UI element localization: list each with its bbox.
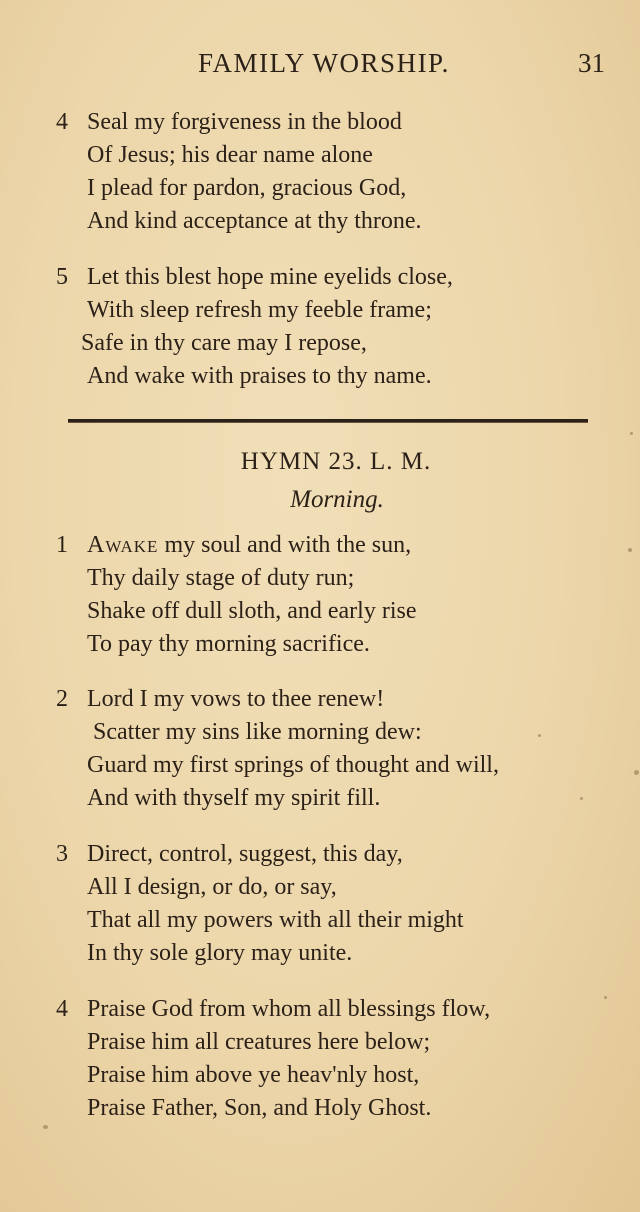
running-head: FAMILY WORSHIP. [198, 48, 450, 78]
verse-line [56, 139, 616, 172]
stanza-number: 5 [56, 264, 68, 290]
verse-line [56, 360, 616, 393]
line-text: Praise him all creatures here below; [87, 1029, 431, 1055]
line-text: Scatter my sins like morning dew: [93, 719, 422, 745]
line-text [87, 529, 411, 562]
stanza-number: 3 [56, 841, 68, 867]
line-text: Let this blest hope mine eyelids close, [87, 264, 453, 290]
hymn-stanza-3 [56, 838, 616, 970]
paper-speck [604, 996, 607, 999]
verse-line [56, 749, 616, 782]
verse-line [56, 1026, 616, 1059]
verse-line [56, 1092, 616, 1125]
line-text: Guard my first springs of thought and will, [87, 752, 499, 778]
verse-line [56, 106, 616, 139]
line-text: Thy daily stage of duty run; [87, 565, 355, 591]
first-word: Awake [87, 532, 159, 558]
verse-line [56, 683, 616, 716]
verse-line [56, 205, 616, 238]
stanza-number: 4 [56, 996, 68, 1022]
paper-speck [628, 548, 632, 552]
hymn-stanza-1 [56, 529, 616, 661]
verse-line [56, 294, 616, 327]
line-text: Lord I my vows to thee renew! [87, 686, 385, 712]
line-text: Safe in thy care may I repose, [81, 330, 367, 356]
line-text: Praise Father, Son, and Holy Ghost. [87, 1095, 432, 1121]
page-header [0, 48, 640, 88]
line-text: In thy sole glory may unite. [87, 940, 353, 966]
line-text: And with thyself my spirit fill. [87, 785, 381, 811]
hymn-title: HYMN 23. L. M. [240, 448, 432, 475]
prev-stanza-5 [56, 261, 616, 393]
line-text: Direct, control, suggest, this day, [87, 841, 403, 867]
line-text: Shake off dull sloth, and early rise [87, 598, 417, 624]
line-text-rest: my soul and with the sun, [164, 532, 412, 558]
verse-line [56, 562, 616, 595]
hymn-stanza-2 [56, 683, 616, 815]
hymn-stanza-4 [56, 993, 616, 1125]
line-text: That all my powers with all their might [87, 907, 464, 933]
verse-line [56, 261, 616, 294]
line-text: And wake with praises to thy name. [87, 363, 432, 389]
verse-line [56, 904, 616, 937]
line-text: With sleep refresh my feeble frame; [87, 297, 432, 323]
line-text: I plead for pardon, gracious God, [87, 175, 407, 201]
line-text: All I design, or do, or say, [87, 874, 337, 900]
line-text: Seal my forgiveness in the blood [87, 109, 402, 135]
verse-line [56, 937, 616, 970]
hymn-subtitle: Morning. [290, 486, 384, 513]
stanza-number: 2 [56, 686, 68, 712]
line-text: And kind acceptance at thy throne. [87, 208, 422, 234]
line-text: Of Jesus; his dear name alone [87, 142, 373, 168]
section-divider [68, 419, 588, 423]
verse-line [56, 871, 616, 904]
stanza-number: 4 [56, 109, 68, 135]
prev-stanza-4 [56, 106, 616, 238]
paper-speck [630, 432, 633, 435]
verse-line [56, 993, 616, 1026]
line-text: Praise him above ye heav'nly host, [87, 1062, 420, 1088]
paper-speck [538, 734, 541, 737]
verse-line [56, 838, 616, 871]
verse-line [56, 172, 616, 205]
page-number: 31 [578, 48, 605, 78]
verse-line [56, 529, 616, 562]
paper-speck [634, 770, 639, 775]
line-text: To pay thy morning sacrifice. [87, 631, 370, 657]
verse-line [56, 1059, 616, 1092]
paper-speck [43, 1125, 48, 1129]
stanza-number: 1 [56, 532, 68, 558]
verse-line [56, 782, 616, 815]
verse-line [56, 327, 616, 360]
line-text: Praise God from whom all blessings flow, [87, 996, 491, 1022]
verse-line [56, 595, 616, 628]
verse-line [56, 628, 616, 661]
verse-line [56, 716, 616, 749]
paper-speck [580, 797, 583, 800]
